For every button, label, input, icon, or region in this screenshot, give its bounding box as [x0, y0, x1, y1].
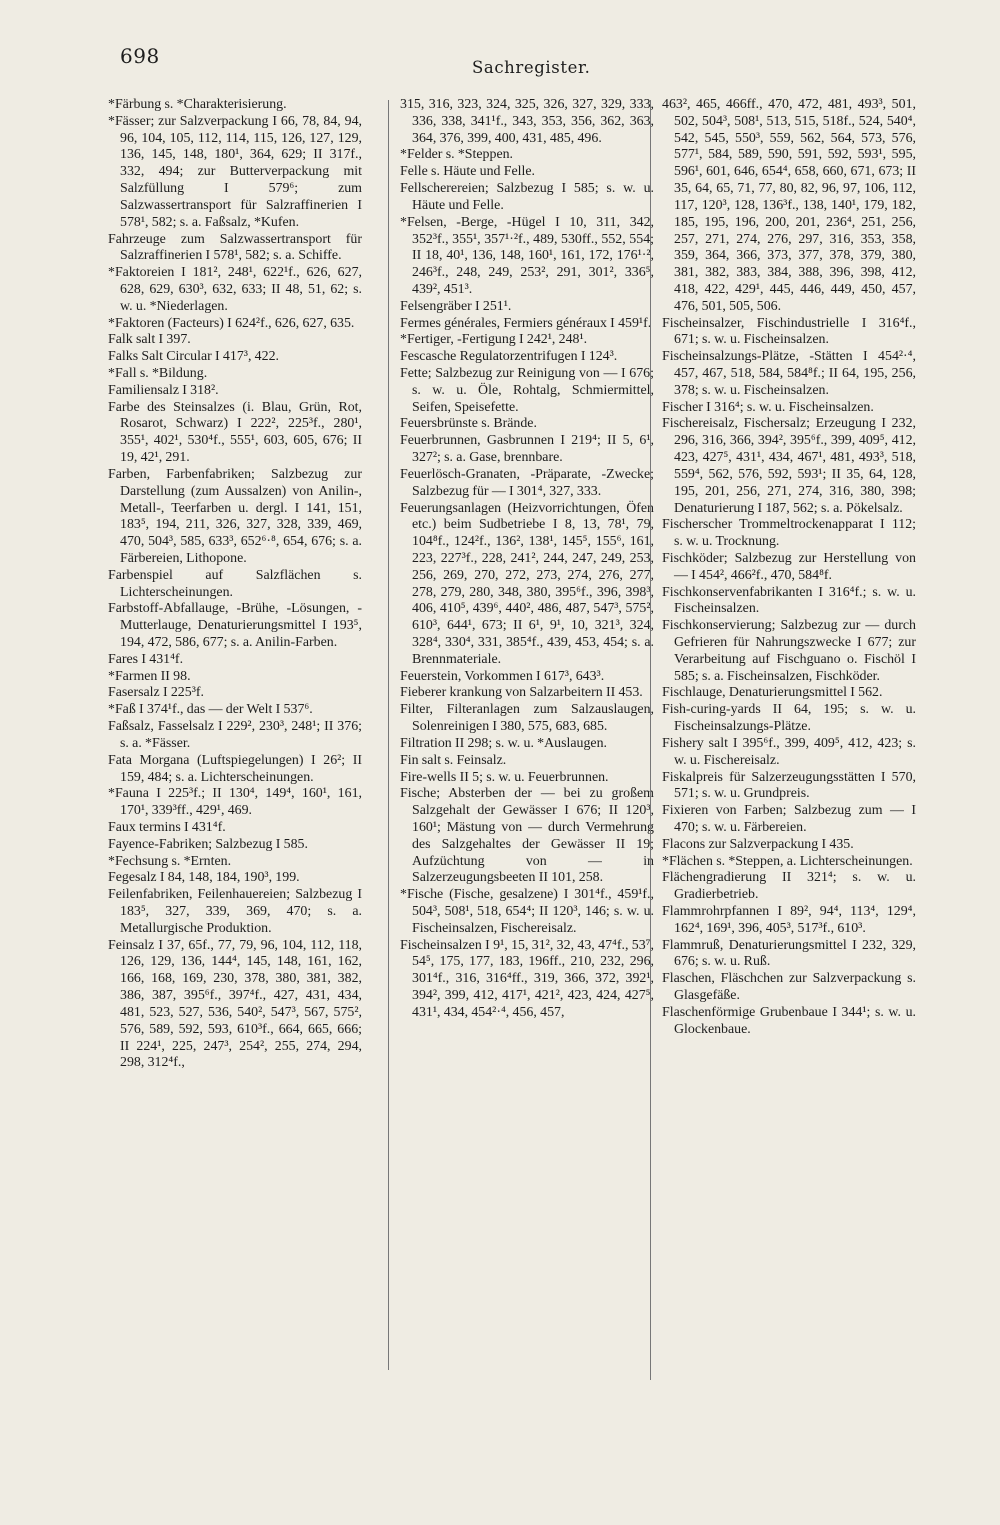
index-entry: Familiensalz I 318². [108, 382, 219, 398]
index-column-2 [400, 97, 654, 1022]
index-entry: *Fische (Fische, gesalzene) I 301⁴f., 459¹f., 504³, 508¹, 518, 654⁴; II 120³, 146; s. w. u. Fischeinsalzen, Fischereisalz. [400, 887, 654, 936]
index-entry: Feinsalz I 37, 65f., 77, 79, 96, 104, 112, 118, 126, 129, 136, 144⁴, 145, 148, 161, 162, 166, 168, 169, 230, 378, 380, 381, 382, 386, 387, 395⁶f., 397⁴f., 427, 431, 434, 481, 523, 527, 536, 540², 547³, 567, 575², 576, 589, 592, 593, 610³f., 664, 665, 666; II 224¹, 225, 247³, 254², 255, 274, 294, 298, 312⁴f., [108, 937, 362, 1071]
index-entry: Feilenfabriken, Feilenhauereien; Salzbezug I 183⁵, 327, 339, 369, 470; s. a. Metallurgische Produktion. [108, 887, 362, 936]
index-entry: Filtration II 298; s. w. u. *Auslaugen. [400, 735, 608, 751]
index-entry: *Felder s. *Steppen. [400, 147, 514, 163]
index-entry: *Fechsung s. *Ernten. [108, 853, 232, 869]
index-entry: *Faktoreien I 181², 248¹, 622¹f., 626, 627, 628, 629, 630³, 632, 633; II 48, 51, 62; s. w. u. *Niederlagen. [108, 265, 362, 314]
index-entry: Fire-wells II 5; s. w. u. Feuerbrunnen. [400, 769, 609, 785]
index-entry: Flaschen, Fläschchen zur Salzverpackung s. Glasgefäße. [662, 971, 916, 1004]
index-entry: Feuerlösch-Granaten, -Präparate, -Zwecke; Salzbezug für — I 301⁴, 327, 333. [400, 466, 654, 499]
column-divider [388, 100, 389, 1370]
index-entry: Fayence-Fabriken; Salzbezug I 585. [108, 836, 308, 852]
index-entry: *Faktoren (Facteurs) I 624²f., 626, 627, 635. [108, 315, 355, 331]
index-entry: Fasersalz I 225³f. [108, 685, 204, 701]
index-entry: Feuerbrunnen, Gasbrunnen I 219⁴; II 5, 6¹, 327²; s. a. Gase, brennbare. [400, 433, 654, 466]
index-entry: *Felsen, -Berge, -Hügel I 10, 311, 342, 352³f., 355¹, 357¹·²f., 489, 530ff., 552, 554; II 18, 40¹, 136, 148, 160¹, 161, 172, 176¹·², 246³f., 248, 249, 253², 291, 301², 336⁵, 439², 451³. [400, 214, 654, 297]
index-entry: Filter, Filteranlagen zum Salzauslaugen, Solenreinigen I 380, 575, 683, 685. [400, 702, 654, 735]
index-entry: Falk salt I 397. [108, 332, 191, 348]
index-entry: *Faß I 374¹f., das — der Welt I 537⁶. [108, 702, 313, 718]
index-entry: Fischer I 316⁴; s. w. u. Fischeinsalzen. [662, 399, 874, 415]
index-entry: Flammruß, Denaturierungsmittel I 232, 329, 676; s. w. u. Ruß. [662, 937, 916, 970]
index-entry: *Fertiger, -Fertigung I 242¹, 248¹. [400, 332, 588, 348]
index-entry: *Farmen II 98. [108, 668, 191, 684]
index-entry: Fermes générales, Fermiers généraux I 459¹f. [400, 315, 652, 331]
index-entry: *Flächen s. *Steppen, a. Lichterscheinungen. [662, 853, 913, 869]
index-entry: Flaschenförmige Grubenbaue I 344¹; s. w. u. Glockenbaue. [662, 1004, 916, 1037]
index-entry: Felsengräber I 251¹. [400, 298, 512, 314]
index-entry: Farbenspiel auf Salzflächen s. Lichterscheinungen. [108, 567, 362, 600]
index-entry: *Färbung s. *Charakterisierung. [108, 97, 287, 112]
index-entry: Fischkonservenfabrikanten I 316⁴f.; s. w. u. Fischeinsalzen. [662, 584, 916, 617]
index-entry: Farbe des Steinsalzes (i. Blau, Grün, Rot, Rosarot, Schwarz) I 222², 225³f., 280¹, 355¹, 402¹, 530⁴f., 555¹, 603, 605, 676; II 19, 42¹, 291. [108, 399, 362, 466]
index-entry: Fischköder; Salzbezug zur Herstellung von — I 454², 466²f., 470, 584⁸f. [662, 550, 916, 583]
index-entry: Fellscherereien; Salzbezug I 585; s. w. u. Häute und Felle. [400, 181, 654, 213]
index-entry: *Fauna I 225³f.; II 130⁴, 149⁴, 160¹, 161, 170¹, 339³ff., 429¹, 469. [108, 786, 362, 819]
index-entry: Fieberer krankung von Salzarbeitern II 453. [400, 685, 643, 701]
index-entry: Fescasche Regulatorzentrifugen I 124³. [400, 349, 618, 365]
index-entry: Feuersbrünste s. Brände. [400, 416, 537, 432]
index-column-3 [662, 97, 916, 1039]
index-entry: *Fässer; zur Salzverpackung I 66, 78, 84, 94, 96, 104, 105, 112, 114, 115, 126, 127, 129, 136, 145, 148, 180¹, 364, 629; II 317f., 332, 494; zur Butterverpackung mit Salzfüllung I 579⁶; zum Salzwassertransport für Salzraffinerien I 578¹, 582; s. a. Faßsalz, *Kufen. [108, 113, 362, 230]
index-entry: 463², 465, 466ff., 470, 472, 481, 493³, 501, 502, 504³, 508¹, 513, 515, 518f., 524, 540⁴, 542, 545, 550³, 559, 562, 564, 573, 576, 577¹, 584, 589, 590, 591, 592, 593¹, 595, 596¹, 601, 646, 654⁴, 658, 660, 671, 673; II 35, 64, 65, 71, 77, 80, 82, 96, 97, 106, 112, 117, 120³, 128, 136³f., 138, 140¹, 179, 182, 185, 195, 196, 200, 201, 236⁴, 251, 256, 257, 271, 274, 276, 297, 316, 353, 358, 359, 364, 366, 373, 377, 378, 379, 380, 381, 382, 383, 384, 388, 396, 398, 412, 418, 422, 429¹, 445, 446, 449, 450, 457, 476, 501, 505, 506. [662, 97, 916, 314]
index-entry: Farbstoff-Abfallauge, -Brühe, -Lösungen, -Mutterlauge, Denaturierungsmittel I 193⁵, 194, 472, 586, 677; s. a. Anilin-Farben. [108, 601, 362, 650]
index-entry: Fahrzeuge zum Salzwassertransport für Salzraffinerien I 578¹, 582; s. a. Schiffe. [108, 231, 362, 264]
index-entry: Fischeinsalzen I 9¹, 15, 31², 32, 43, 47⁴f., 53⁷, 54⁵, 175, 177, 183, 196ff., 210, 232, 296, 301⁴f., 316, 316⁴ff., 319, 366, 372, 392¹, 394², 399, 412, 417¹, 421², 423, 424, 427⁵, 431¹, 434, 454²·⁴, 456, 457, [400, 937, 654, 1020]
index-entry: Fischeinsalzer, Fischindustrielle I 316⁴f., 671; s. w. u. Fischeinsalzen. [662, 315, 916, 348]
index-entry: Flacons zur Salzverpackung I 435. [662, 836, 854, 852]
index-entry: Feuerstein, Vorkommen I 617³, 643³. [400, 668, 605, 684]
index-entry: Farben, Farbenfabriken; Salzbezug zur Darstellung (zum Aussalzen) von Anilin-, Metall-, Teerfarben u. dergl. I 141, 151, 183⁵, 194, 211, 326, 327, 328, 339, 469, 470, 504³, 585, 633³, 652⁶·⁸, 654, 676; s. a. Färbereien, Lithopone. [108, 466, 362, 566]
index-entry: Fische; Absterben der — bei zu großem Salzgehalt der Gewässer I 676; II 120³, 160¹; Mästung von — durch Vermehrung des Salzgehaltes der Gewässer II 19; Aufzüchtung von — in Salzerzeugungsbeeten II 101, 258. [400, 786, 654, 886]
index-entry: Fares I 431⁴f. [108, 651, 184, 667]
index-entry: Fischereisalz, Fischersalz; Erzeugung I 232, 296, 316, 366, 394², 395⁶f., 399, 409⁵, 412, 423, 427⁵, 431¹, 434, 467¹, 481, 493³, 518, 559⁴, 562, 576, 592, 593¹; II 35, 64, 128, 195, 201, 256, 271, 274, 316, 380, 398; Denaturierung I 187, 562; s. a. Pökelsalz. [662, 416, 916, 516]
index-entry: Faßsalz, Fasselsalz I 229², 230³, 248¹; II 376; s. a. *Fässer. [108, 719, 362, 751]
index-entry: Fishery salt I 395⁶f., 399, 409⁵, 412, 423; s. w. u. Fischereisalz. [662, 735, 916, 768]
index-entry: Fischeinsalzungs-Plätze, -Stätten I 454²·⁴, 457, 467, 518, 584, 584⁸f.; II 64, 195, 256, 378; s. w. u. Fischeinsalzen. [662, 349, 916, 398]
index-entry: Fette; Salzbezug zur Reinigung von — I 676; s. w. u. Öle, Rohtalg, Schmiermittel, Seifen, Speisefette. [400, 366, 654, 415]
running-head: Sachregister. [472, 58, 591, 77]
index-entry: Fischlauge, Denaturierungsmittel I 562. [662, 685, 883, 701]
index-entry: 315, 316, 323, 324, 325, 326, 327, 329, 333, 336, 338, 341¹f., 343, 353, 356, 362, 363, 364, 376, 399, 400, 431, 485, 496. [400, 97, 654, 146]
index-entry: Fixieren von Farben; Salzbezug zum — I 470; s. w. u. Färbereien. [662, 803, 916, 835]
index-entry: Falks Salt Circular I 417³, 422. [108, 349, 279, 365]
index-entry: Feuerungsanlagen (Heizvorrichtungen, Öfen etc.) beim Sudbetriebe I 8, 13, 78¹, 79, 104⁸f., 124²f., 136², 138¹, 145⁵, 155⁶, 161, 223, 227³f., 228, 241², 244, 247, 249, 253, 256, 269, 270, 272, 273, 274, 276, 277, 278, 279, 280, 348, 380, 395⁶f., 396, 398³, 406, 410⁵, 439⁶, 440², 486, 487, 547³, 575², 610³, 644¹, 673; II 6¹, 9¹, 10, 321³, 324, 328⁴, 330⁴, 331, 385⁴f., 439, 453, 454; s. a. Brennmateriale. [400, 500, 654, 667]
index-entry: Fiskalpreis für Salzerzeugungsstätten I 570, 571; s. w. u. Grundpreis. [662, 769, 916, 802]
index-entry: Flammrohrpfannen I 89², 94⁴, 113⁴, 129⁴, 162⁴, 169¹, 396, 405³, 517³f., 610³. [662, 904, 916, 936]
column-divider [650, 100, 651, 1380]
index-entry: Flächengradierung II 321⁴; s. w. u. Gradierbetrieb. [662, 870, 916, 903]
index-entry: Faux termins I 431⁴f. [108, 819, 226, 835]
index-entry: *Fall s. *Bildung. [108, 366, 208, 381]
index-entry: Fischerscher Trommeltrockenapparat I 112; s. w. u. Trocknung. [662, 517, 916, 550]
index-entry: Fischkonservierung; Salzbezug zur — durch Gefrieren für Nahrungszwecke I 677; zur Verarbeitung auf Fischguano o. Fischöl I 585; s. a. Fischeinsalzen, Fischköder. [662, 618, 916, 684]
page-number: 698 [120, 44, 160, 68]
index-entry: Fin salt s. Feinsalz. [400, 752, 507, 768]
index-column-1 [108, 97, 362, 1072]
index-entry: Fish-curing-yards II 64, 195; s. w. u. Fischeinsalzungs-Plätze. [662, 702, 916, 735]
index-entry: Fata Morgana (Luftspiegelungen) I 26²; II 159, 484; s. a. Lichterscheinungen. [108, 752, 362, 785]
index-entry: Felle s. Häute und Felle. [400, 164, 535, 180]
index-entry: Fegesalz I 84, 148, 184, 190³, 199. [108, 870, 300, 886]
